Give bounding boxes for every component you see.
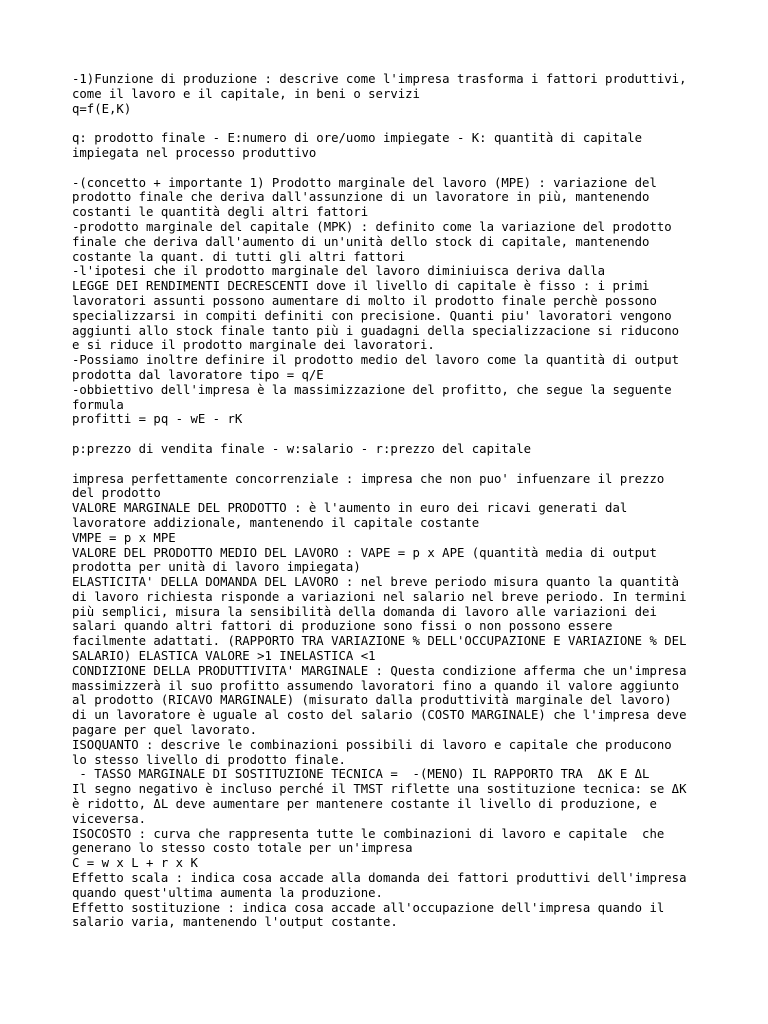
text-line: lavoratore addizionale, mantenendo il capitale costante — [72, 515, 480, 530]
text-line: pagare per quel lavorato. — [72, 723, 258, 738]
text-line — [72, 427, 712, 442]
text-line: VALORE DEL PRODOTTO MEDIO DEL LAVORO : VAPE = p x APE (quantità media di output — [72, 545, 657, 560]
text-line: LEGGE DEI RENDIMENTI DECRESCENTI dove il livello di capitale è fisso : i primi — [72, 279, 650, 294]
text-line: costante la quant. di tutti gli altri fattori — [72, 249, 406, 264]
text-line: CONDIZIONE DELLA PRODUTTIVITA' MARGINALE : Questa condizione afferma che un'impresa — [72, 663, 687, 678]
text-line: salari quando altri fattori di produzione sono fissi o non possono essere — [72, 619, 613, 634]
text-line: di un lavoratore è uguale al costo del salario (COSTO MARGINALE) che l'impresa deve — [72, 708, 687, 723]
text-line: aggiunti allo stock finale tanto più i guadagni della specializzacione si riducono — [72, 323, 680, 338]
text-line: -Possiamo inoltre definire il prodotto medio del lavoro come la quantità di output — [72, 353, 680, 368]
text-line: Il segno negativo è incluso perché il TMST riflette una sostituzione tecnica: se ΔK — [72, 782, 687, 797]
text-line: formula — [72, 397, 124, 412]
text-line: generano lo stesso costo totale per un'impresa — [72, 841, 413, 856]
text-line: massimizzerà il suo profitto assumendo lavoratori fino a quando il valore aggiunto — [72, 678, 680, 693]
text-line: facilmente adattati. (RAPPORTO TRA VARIAZIONE % DELL'OCCUPAZIONE E VARIAZIONE % DEL — [72, 634, 687, 649]
text-line: specializzarsi in compiti definiti con precisione. Quanti piu' lavoratori vengono — [72, 308, 672, 323]
text-line: impresa perfettamente concorrenziale : impresa che non puo' infuenzare il prezzo — [72, 471, 665, 486]
text-line: come il lavoro e il capitale, in beni o servizi — [72, 86, 420, 101]
text-line: del prodotto — [72, 486, 161, 501]
text-line: -(concetto + importante 1) Prodotto marginale del lavoro (MPE) : variazione del — [72, 175, 657, 190]
text-line: ISOQUANTO : descrive le combinazioni possibili di lavoro e capitale che producono — [72, 737, 672, 752]
text-line — [72, 457, 712, 472]
text-line: q=f(E,K) — [72, 101, 132, 116]
text-line: viceversa. — [72, 811, 147, 826]
text-line — [72, 116, 712, 131]
text-line: lo stesso livello di prodotto finale. — [72, 752, 346, 767]
text-line: è ridotto, ΔL deve aumentare per mantenere costante il livello di produzione, e — [72, 797, 657, 812]
text-line: finale che deriva dall'aumento di un'unità dello stock di capitale, mantenendo — [72, 234, 650, 249]
text-line: C = w x L + r x K — [72, 856, 198, 871]
text-line: prodotta dal lavoratore tipo = q/E — [72, 367, 324, 382]
text-line: Effetto sostituzione : indica cosa accade all'occupazione dell'impresa quando il — [72, 900, 665, 915]
text-line: quando quest'ultima aumenta la produzione. — [72, 885, 383, 900]
text-line — [72, 161, 712, 176]
text-line: salario varia, mantenendo l'output costante. — [72, 915, 398, 930]
text-line: VMPE = p x MPE — [72, 530, 176, 545]
text-line: Effetto scala : indica cosa accade alla domanda dei fattori produttivi dell'impresa — [72, 871, 687, 886]
text-line: al prodotto (RICAVO MARGINALE) (misurato dalla produttività marginale del lavoro) — [72, 693, 672, 708]
text-line: -obbiettivo dell'impresa è la massimizzazione del profitto, che segue la seguente — [72, 382, 672, 397]
text-line: -l'ipotesi che il prodotto marginale del lavoro diminiuisca deriva dalla — [72, 264, 606, 279]
text-line: profitti = pq - wE - rK — [72, 412, 243, 427]
text-line: impiegata nel processo produttivo — [72, 145, 317, 160]
text-line: -1)Funzione di produzione : descrive come l'impresa trasforma i fattori produttivi, — [72, 72, 687, 86]
text-line: - TASSO MARGINALE DI SOSTITUZIONE TECNICA = -(MENO) IL RAPPORTO TRA ΔK E ΔL — [72, 767, 650, 782]
text-line: lavoratori assunti possono aumentare di molto il prodotto finale perchè possono — [72, 293, 657, 308]
text-line: ELASTICITA' DELLA DOMANDA DEL LAVORO : nel breve periodo misura quanto la quantità — [72, 575, 680, 590]
text-line: SALARIO) ELASTICA VALORE >1 INELASTICA <1 — [72, 649, 376, 664]
text-line: VALORE MARGINALE DEL PRODOTTO : è l'aumento in euro dei ricavi generati dal — [72, 501, 628, 516]
text-line: di lavoro richiesta risponde a variazioni nel salario nel breve periodo. In termini — [72, 589, 687, 604]
text-line: e si riduce il prodotto marginale dei lavoratori. — [72, 338, 435, 353]
document-text — [72, 72, 712, 930]
text-line: q: prodotto finale - E:numero di ore/uomo impiegate - K: quantità di capitale — [72, 131, 643, 146]
text-line: più semplici, misura la sensibilità della domanda di lavoro alle variazioni dei — [72, 604, 657, 619]
text-line: -prodotto marginale del capitale (MPK) : definito come la variazione del prodotto — [72, 219, 672, 234]
text-line: costanti le quantità degli altri fattori — [72, 205, 369, 220]
text-line: p:prezzo di vendita finale - w:salario - r:prezzo del capitale — [72, 441, 532, 456]
text-line: prodotta per unità di lavoro impiegata) — [72, 560, 361, 575]
text-line: prodotto finale che deriva dall'assunzione di un lavoratore in più, mantenendo — [72, 190, 650, 205]
text-line: ISOCOSTO : curva che rappresenta tutte le combinazioni di lavoro e capitale che — [72, 826, 665, 841]
